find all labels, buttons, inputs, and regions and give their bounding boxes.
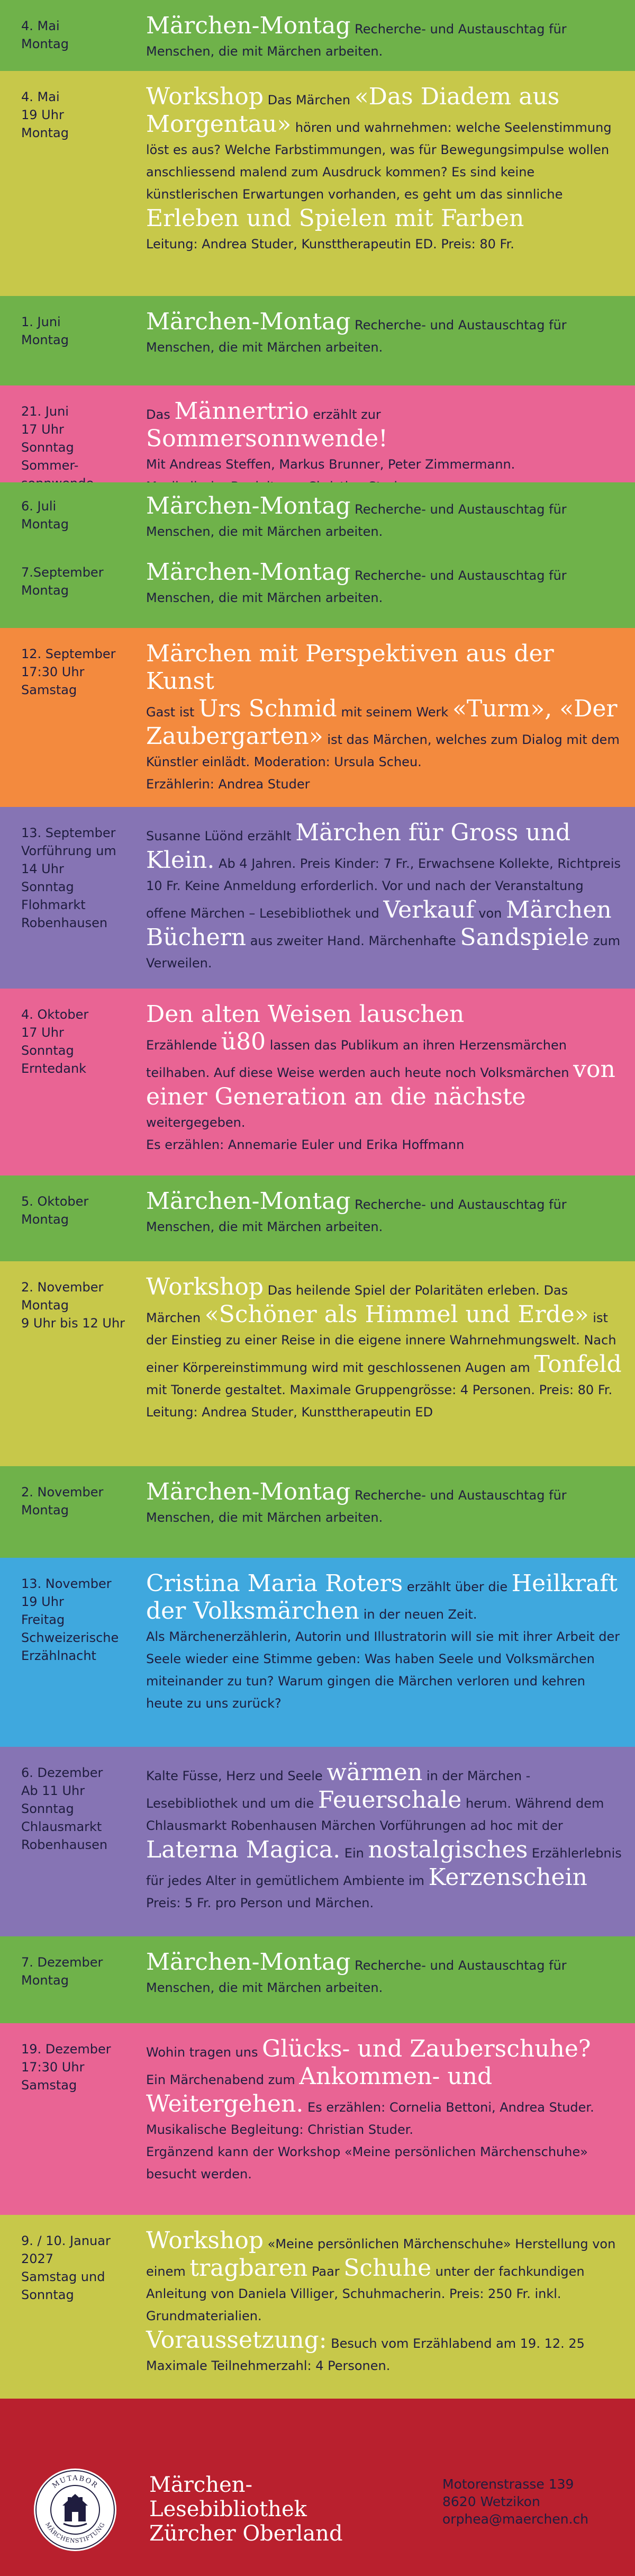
event-text: Recherche- und Austauschtag für Menschen, die mit Märchen arbeiten. — [146, 22, 567, 59]
svg-text:MUTABOR: MUTABOR — [51, 2474, 99, 2490]
event-description — [146, 641, 622, 795]
event-text: Recherche- und Austauschtag für Menschen, die mit Märchen arbeiten. — [146, 1197, 567, 1234]
event-text: Recherche- und Austauschtag für Menschen, die mit Märchen arbeiten. — [146, 1958, 567, 1995]
event-date: 6. Juli Montag — [21, 499, 69, 532]
event-text: in der neuen Zeit. — [359, 1607, 477, 1622]
event-highlight: Workshop — [146, 83, 264, 110]
event-highlight: Glücks- und Zauberschuhe? — [262, 2035, 591, 2062]
event-block — [0, 296, 635, 385]
event-date: 13. September Vorführung um 14 Uhr Sonntag Flohmarkt Robenhausen — [21, 825, 116, 930]
event-highlight: Märchen-Montag — [146, 308, 351, 335]
event-text: Mit Andreas Steffen, Markus Brunner, Peter Zimmermann. — [146, 457, 515, 472]
event-text: Susanne Lüönd erzählt — [146, 829, 296, 843]
event-text: mit Tonerde gestaltet. Maximale Gruppengrösse: 4 Personen. Preis: 80 Fr. Leitung: Andrea Studer, Kunsttherapeutin ED — [146, 1383, 613, 1420]
event-block — [0, 385, 635, 482]
event-highlight: wärmen — [326, 1759, 423, 1786]
event-text: Erzählerin: Andrea Studer — [146, 777, 310, 792]
svg-text:MÄRCHENSTIFTUNG: MÄRCHENSTIFTUNG — [44, 2521, 106, 2545]
event-text: unter der fachkundigen Anleitung von Daniela Villiger, Schuhmacherin. Preis: 250 Fr. inkl. Grundmaterialien. — [146, 2264, 585, 2323]
event-date: 19. Dezember 17:30 Uhr Samstag — [21, 2042, 111, 2093]
mutabor-logo-icon — [33, 2467, 117, 2552]
event-date: 7. Dezember Montag — [21, 1955, 103, 1988]
event-text: Ein — [340, 1846, 368, 1861]
event-block — [0, 2215, 635, 2399]
event-highlight: «Das Diadem aus Morgentau» — [146, 83, 560, 138]
event-block — [0, 1558, 635, 1747]
event-highlight: Feuerschale — [318, 1787, 462, 1814]
event-description — [146, 1274, 622, 1423]
contact-email[interactable]: orphea@maerchen.ch — [442, 2511, 589, 2527]
event-description — [146, 820, 622, 974]
event-block — [0, 71, 635, 296]
event-highlight: Cristina Maria Roters — [146, 1570, 403, 1597]
event-text: zum Verweilen. — [146, 934, 621, 971]
event-text: Erzählende — [146, 1038, 221, 1053]
event-description — [146, 1760, 622, 1914]
event-block — [0, 1261, 635, 1466]
event-text: Das — [146, 407, 175, 422]
event-text: Ein Märchenabend zum — [146, 2072, 300, 2087]
event-text: aus zweiter Hand. Märchenhafte — [246, 934, 460, 948]
event-block-combined — [0, 482, 635, 628]
event-text: Leitung: Andrea Studer, Kunsttherapeutin ED. Preis: 80 Fr. — [146, 237, 514, 252]
event-text: weitergegeben. — [146, 1115, 246, 1130]
event-text: erzählt über die — [403, 1579, 512, 1594]
library-address — [442, 2475, 622, 2528]
event-date: 1. Juni Montag — [21, 315, 69, 347]
event-highlight: Schuhe — [343, 2255, 432, 2282]
event-highlight: tragbaren — [189, 2255, 308, 2282]
event-description — [146, 1479, 622, 1529]
event-block — [0, 1936, 635, 2023]
event-text: Preis: 5 Fr. pro Person und Märchen. — [146, 1896, 374, 1910]
event-highlight: Märchen mit Perspektiven aus der Kunst — [146, 640, 554, 695]
event-highlight: Märchen für Gross und Klein. — [146, 819, 571, 874]
event-highlight: Urs Schmid — [198, 695, 337, 722]
event-description — [146, 84, 622, 255]
event-text: hören und wahrnehmen: welche Seelenstimmung löst es aus? Welche Farbstimmungen, was für Bewegungsimpulse wollen anschliessend malend zum Ausdruck kommen? Es sind keine künstlerischen Erwartungen vorhanden, es geht um das sinnliche — [146, 120, 612, 202]
event-date: 13. November 19 Uhr Freitag Schweizerische Erzählnacht — [21, 1576, 119, 1663]
event-date: 9. / 10. Januar 2027 Samstag und Sonntag — [21, 2233, 111, 2302]
event-highlight: nostalgisches — [368, 1836, 528, 1863]
event-highlight: Märchen-Montag — [146, 1478, 351, 1505]
event-text: Es erzählen: Cornelia Bettoni, Andrea Studer. Musikalische Begleitung: Christian Studer. — [146, 2100, 594, 2137]
event-date: 6. Dezember Ab 11 Uhr Sonntag Chlausmarkt Robenhausen — [21, 1765, 108, 1852]
event-date: 7.September Montag — [21, 565, 104, 598]
event-text: Das heilende Spiel der Polaritäten erleben. Das Märchen — [146, 1283, 568, 1325]
event-text: Paar — [307, 2264, 344, 2279]
event-highlight: Märchen-Montag — [146, 492, 351, 519]
event-highlight: Ankommen- und Weitergehen. — [146, 2063, 493, 2117]
event-highlight: Kerzenschein — [428, 1864, 588, 1891]
event-text: Recherche- und Austauschtag für Menschen, die mit Märchen arbeiten. — [146, 1488, 567, 1525]
event-description — [146, 1001, 622, 1156]
event-text: in der Märchen - Lesebibliothek und um die — [146, 1769, 531, 1811]
address-city: 8620 Wetzikon — [442, 2494, 540, 2509]
event-date: 2. November Montag — [21, 1485, 104, 1518]
event-block — [0, 1747, 635, 1936]
event-description — [146, 2036, 622, 2185]
event-highlight: Workshop — [146, 2227, 264, 2254]
event-highlight: Märchen-Montag — [146, 12, 351, 39]
event-highlight: Workshop — [146, 1273, 264, 1300]
event-text: lassen das Publikum an ihren Herzensmärchen teilhaben. Auf diese Weise werden auch heute noch Volksmärchen — [146, 1038, 574, 1080]
event-highlight: Sandspiele — [460, 924, 589, 951]
event-highlight: Erleben und Spielen mit Farben — [146, 205, 524, 232]
event-text: Erzählerlebnis für jedes Alter in gemütlichem Ambiente im — [146, 1846, 622, 1888]
event-date: 21. Juni 17 Uhr Sonntag Sommer- — [21, 404, 79, 473]
event-text: Ergänzend kann der Workshop «Meine persönlichen Märchenschuhe» besucht werden. — [146, 2144, 588, 2182]
event-text: Recherche- und Austauschtag für Menschen, die mit Märchen arbeiten. — [146, 502, 567, 539]
event-text: herum. Während dem Chlausmarkt Robenhausen Märchen Vorführungen ad hoc mit der — [146, 1796, 604, 1833]
event-text: Es erzählen: Annemarie Euler und Erika Hoffmann — [146, 1137, 465, 1152]
event-description — [146, 559, 622, 609]
address-street: Motorenstrasse 139 — [442, 2476, 574, 2492]
event-block — [0, 628, 635, 807]
event-text: Recherche- und Austauschtag für Menschen, die mit Märchen arbeiten. — [146, 318, 567, 355]
event-text: Recherche- und Austauschtag für Menschen, die mit Märchen arbeiten. — [146, 568, 567, 605]
event-text: Ab 4 Jahren. Preis Kinder: 7 Fr., Erwachsene Kollekte, Richtpreis 10 Fr. Keine Anmeldung erforderlich. Vor und nach der Veranstaltung offene Märchen – Lesebibliothek und — [146, 856, 621, 921]
event-text: ist der Einstieg zu einer Reise in die eigene innere Wahrnehmungswelt. Nach einer Körpereinstimmung wird mit geschlossenen Augen am — [146, 1311, 616, 1375]
event-date: 2. November Montag 9 Uhr bis 12 Uhr — [21, 1280, 125, 1331]
event-block — [0, 0, 635, 71]
event-highlight: Laterna Magica. — [146, 1836, 341, 1863]
event-highlight: Tonfeld — [534, 1351, 622, 1378]
event-text: «Meine persönlichen Märchenschuhe» Herstellung von einem — [146, 2237, 616, 2279]
library-name-text: Märchen- Lesebibliothek Zürcher Oberland — [149, 2473, 343, 2546]
event-text: Gast ist — [146, 705, 199, 720]
event-text: Maximale Teilnehmerzahl: 4 Personen. — [146, 2358, 391, 2373]
event-text: Kalte Füsse, Herz und Seele — [146, 1769, 327, 1783]
event-highlight: «Turm», «Der Zaubergarten» — [146, 695, 618, 750]
event-text: von — [474, 906, 506, 921]
event-highlight: Sommersonnwende! — [146, 425, 388, 452]
event-highlight: von einer Generation an die nächste — [146, 1056, 615, 1110]
event-block — [0, 807, 635, 989]
event-highlight: Märchen-Montag — [146, 1949, 351, 1976]
event-description — [146, 309, 622, 358]
event-date: 12. September 17:30 Uhr Samstag — [21, 647, 116, 697]
event-description — [146, 1188, 622, 1238]
event-text: ist das Märchen, welches zum Dialog mit dem Künstler einlädt. Moderation: Ursula Scheu. — [146, 732, 620, 769]
event-date: 4. Mai 19 Uhr Montag — [21, 89, 69, 140]
event-block — [0, 2023, 635, 2215]
event-highlight: Den alten Weisen lauschen — [146, 1001, 465, 1028]
event-highlight: ü80 — [221, 1028, 266, 1055]
event-description — [146, 2228, 622, 2377]
event-block — [0, 1175, 635, 1261]
event-date: 4. Mai Montag — [21, 19, 69, 51]
event-description — [146, 1570, 622, 1715]
event-highlight: Männertrio — [174, 398, 309, 425]
event-highlight: Märchen Büchern — [146, 896, 612, 951]
library-name — [149, 2473, 403, 2546]
event-block — [0, 1466, 635, 1558]
event-block — [0, 989, 635, 1175]
event-description — [146, 13, 622, 62]
event-highlight: Märchen-Montag — [146, 1188, 351, 1215]
event-text: mit seinem Werk — [337, 705, 452, 720]
event-highlight: «Schöner als Himmel und Erde» — [204, 1301, 589, 1328]
event-highlight: Verkauf — [383, 896, 475, 923]
event-date: 5. Oktober Montag — [21, 1194, 89, 1227]
event-highlight: Heilkraft der Volksmärchen — [146, 1570, 618, 1624]
event-description — [146, 1949, 622, 1999]
event-text: Besuch vom Erzählabend am 19. 12. 25 — [326, 2336, 585, 2351]
event-highlight: Märchen-Montag — [146, 559, 351, 586]
event-text: Das Märchen — [264, 93, 355, 107]
event-text: Als Märchenerzählerin, Autorin und Illustratorin will sie mit ihrer Arbeit der Seele wieder eine Stimme geben: Was haben Seele und Volksmärchen miteinander zu tun? Warum gingen die Märchen verloren und kehren heute zu uns zurück? — [146, 1629, 620, 1711]
event-text: erzählt zur — [309, 407, 381, 422]
event-highlight: Voraussetzung: — [146, 2327, 327, 2354]
event-date: 4. Oktober 17 Uhr Sonntag Erntedank — [21, 1007, 89, 1076]
event-description — [146, 493, 622, 543]
event-text: Wohin tragen uns — [146, 2045, 262, 2060]
